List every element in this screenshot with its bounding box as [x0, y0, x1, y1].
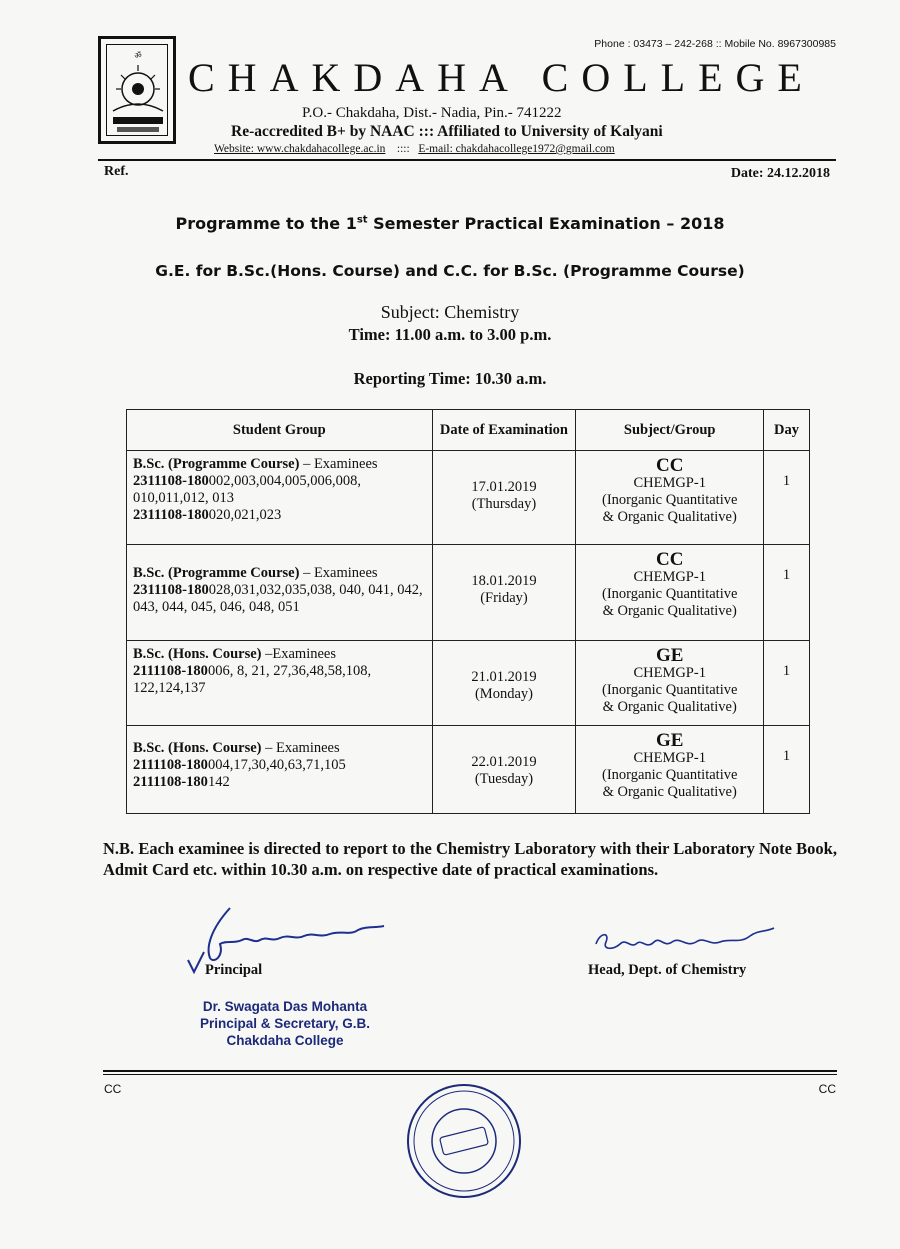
paper-code: CHEMGP-1 — [633, 475, 706, 491]
course-code: CC — [655, 455, 684, 476]
student-group-cell — [127, 545, 433, 641]
exam-schedule-table — [126, 409, 810, 814]
paper-desc-1: (Inorganic Quantitative — [601, 767, 738, 783]
group-suffix: –Examinees — [261, 646, 336, 662]
college-seal-icon — [405, 1082, 523, 1200]
paper-desc-2: & Organic Qualitative) — [602, 699, 737, 715]
student-group-cell — [127, 451, 433, 545]
paper-code: CHEMGP-1 — [633, 569, 706, 585]
subject-cell — [576, 545, 764, 641]
table-row — [127, 726, 810, 814]
roll-prefix: 2311108-180 — [133, 582, 209, 598]
subject-cell — [576, 451, 764, 545]
svg-text:ॐ: ॐ — [134, 51, 142, 60]
student-group-cell — [127, 641, 433, 726]
cc-right: CC — [818, 1082, 836, 1096]
paper-desc-2: & Organic Qualitative) — [602, 603, 737, 619]
exam-date: 21.01.2019 — [471, 669, 537, 685]
date-cell — [432, 726, 576, 814]
table-row — [127, 641, 810, 726]
group-title: B.Sc. (Hons. Course) — [133, 646, 262, 662]
exam-weekday: (Friday) — [480, 590, 528, 606]
group-title: B.Sc. (Programme Course) — [133, 565, 300, 581]
document-subtitle: G.E. for B.Sc.(Hons. Course) and C.C. for B.Sc. (Programme Course) — [155, 262, 745, 280]
paper-desc-2: & Organic Qualitative) — [602, 784, 737, 800]
date-cell — [432, 641, 576, 726]
principal-stamp — [186, 998, 384, 1049]
header-date: Date of Examination — [432, 410, 576, 451]
principal-title: Principal — [205, 962, 263, 978]
title-part-2: Semester Practical Examination – 2018 — [367, 214, 725, 233]
roll-prefix: 2311108-180 — [133, 473, 209, 489]
logo-emblem-icon — [107, 45, 169, 137]
date-cell — [432, 451, 576, 545]
exam-date: 18.01.2019 — [471, 573, 537, 589]
exam-weekday: (Tuesday) — [474, 771, 534, 787]
letterhead-divider — [98, 159, 836, 161]
roll-numbers: 028,031,032,035,038, 040, 041, 042, 043, 044, 045, 046, 048, 051 — [133, 582, 423, 615]
table-row — [127, 545, 810, 641]
email-link[interactable]: E-mail: chakdahacollege1972@gmail.com — [418, 143, 615, 155]
day-cell: 1 — [764, 451, 810, 545]
subject-cell — [576, 641, 764, 726]
document-title — [0, 214, 900, 233]
exam-date: 22.01.2019 — [471, 754, 537, 770]
head-title: Head, Dept. of Chemistry — [588, 962, 747, 978]
paper-code: CHEMGP-1 — [633, 665, 706, 681]
header-subject-group: Subject/Group — [576, 410, 764, 451]
paper-desc-1: (Inorganic Quantitative — [601, 492, 738, 508]
roll-numbers: 142 — [207, 774, 230, 790]
college-address: P.O.- Chakdaha, Dist.- Nadia, Pin.- 741222 — [302, 105, 562, 121]
header-student-group: Student Group — [127, 410, 433, 451]
roll-prefix: 2111108-180 — [133, 774, 208, 790]
roll-prefix: 2111108-180 — [133, 757, 208, 773]
reporting-time: Reporting Time: 10.30 a.m. — [353, 369, 547, 388]
title-part-1: Programme to the 1 — [175, 214, 357, 233]
footer-divider-thin — [103, 1074, 837, 1075]
student-group-cell — [127, 726, 433, 814]
roll-numbers: 006, 8, 21, 27,36,48,58,108, 122,124,137 — [133, 663, 372, 696]
contact-separator: :::: — [396, 143, 410, 155]
exam-date: 17.01.2019 — [471, 479, 537, 495]
date-cell — [432, 545, 576, 641]
paper-desc-1: (Inorganic Quantitative — [601, 682, 738, 698]
time-line: Time: 11.00 a.m. to 3.00 p.m. — [348, 325, 552, 344]
roll-numbers: 002,003,004,005,006,008, 010,011,012, 013 — [133, 473, 361, 506]
day-cell: 1 — [764, 641, 810, 726]
header-day: Day — [764, 410, 810, 451]
course-code: GE — [655, 730, 684, 751]
subject-cell — [576, 726, 764, 814]
roll-prefix: 2111108-180 — [133, 663, 208, 679]
footer-divider — [103, 1070, 837, 1072]
exam-weekday: (Monday) — [474, 686, 533, 702]
group-suffix: – Examinees — [299, 456, 378, 472]
roll-prefix: 2311108-180 — [133, 507, 209, 523]
college-logo — [98, 36, 176, 144]
principal-name: Dr. Swagata Das Mohanta — [202, 999, 368, 1014]
course-code: CC — [655, 549, 684, 570]
day-cell: 1 — [764, 726, 810, 814]
group-suffix: – Examinees — [299, 565, 378, 581]
paper-desc-1: (Inorganic Quantitative — [601, 586, 738, 602]
contact-line — [214, 143, 615, 155]
accreditation-line: Re-accredited B+ by NAAC ::: Affiliated to University of Kalyani — [231, 123, 663, 140]
table-header-row — [127, 410, 810, 451]
head-signature-icon — [590, 922, 780, 960]
subject-line: Subject: Chemistry — [380, 302, 520, 322]
ref-label: Ref. — [104, 164, 129, 179]
college-name: CHAKDAHA COLLEGE — [188, 55, 815, 100]
roll-numbers: 020,021,023 — [208, 507, 282, 523]
paper-code: CHEMGP-1 — [633, 750, 706, 766]
day-cell: 1 — [764, 545, 810, 641]
course-code: GE — [655, 645, 684, 666]
paper-desc-2: & Organic Qualitative) — [602, 509, 737, 525]
group-title: B.Sc. (Hons. Course) — [133, 740, 262, 756]
principal-institution: Chakdaha College — [226, 1033, 344, 1048]
nb-note: N.B. Each examinee is directed to report to the Chemistry Laboratory with their Laboratory Note Book, Admit Card etc. within 10.30 a.m. on respective date of practical examinations. — [103, 839, 837, 879]
issue-date: Date: 24.12.2018 — [730, 166, 830, 181]
phone-line: Phone : 03473 – 242-268 :: Mobile No. 8967300985 — [594, 38, 836, 50]
table-row — [127, 451, 810, 545]
roll-numbers: 004,17,30,40,63,71,105 — [207, 757, 346, 773]
group-suffix: – Examinees — [261, 740, 340, 756]
exam-weekday: (Thursday) — [471, 496, 537, 512]
website-link[interactable]: Website: www.chakdahacollege.ac.in — [214, 143, 386, 155]
cc-left: CC — [104, 1082, 122, 1096]
title-superscript: st — [356, 214, 368, 226]
principal-designation: Principal & Secretary, G.B. — [199, 1016, 371, 1031]
group-title: B.Sc. (Programme Course) — [133, 456, 300, 472]
